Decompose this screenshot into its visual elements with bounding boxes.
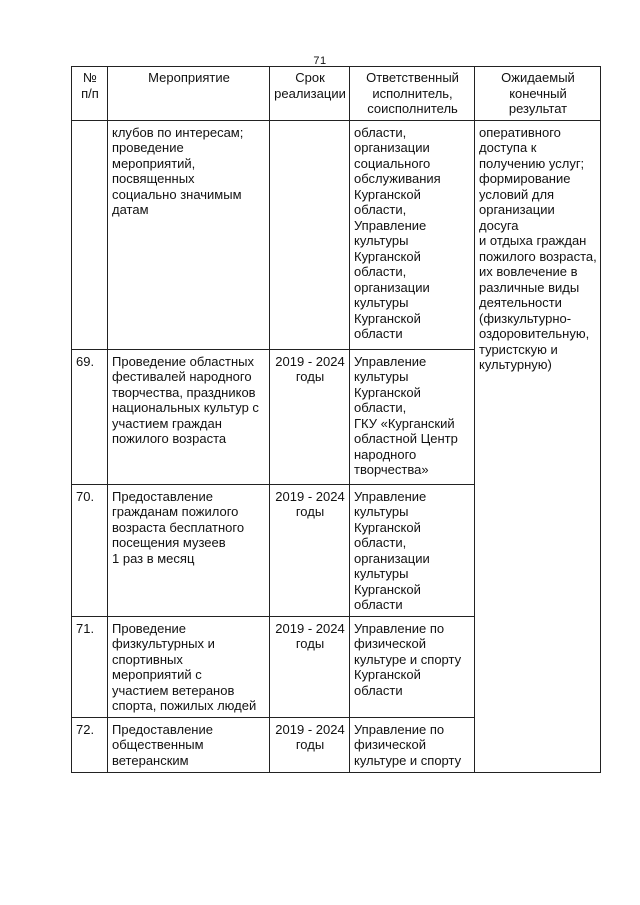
row-responsible: области, организации социального обслуживания Курганской области, Управление культуры Курганской области, организации культуры Курганской области <box>350 120 475 349</box>
row-event: Предоставление общественным ветеранским <box>108 717 270 772</box>
result-cell: оперативного доступа к получению услуг; формирование условий для организации досуга и отдыха граждан пожилого возраста, их вовлечение в различные виды деятельности (физкультурно- оздоровительную, туристскую и культурную) <box>475 120 601 772</box>
row-term: 2019 - 2024 годы <box>270 616 350 717</box>
row-term <box>270 120 350 349</box>
row-number: 71. <box>72 616 108 717</box>
header-result: Ожидаемый конечный результат <box>475 67 601 121</box>
row-number <box>72 120 108 349</box>
row-term: 2019 - 2024 годы <box>270 349 350 484</box>
page-number: 71 <box>313 55 327 67</box>
header-event: Мероприятие <box>108 67 270 121</box>
row-number: 70. <box>72 484 108 616</box>
row-event: Проведение физкультурных и спортивных мероприятий с участием ветеранов спорта, пожилых людей <box>108 616 270 717</box>
row-event: Проведение областных фестивалей народного творчества, праздников национальных культур с участием граждан пожилого возраста <box>108 349 270 484</box>
header-responsible: Ответственный исполнитель, соисполнитель <box>350 67 475 121</box>
row-responsible: Управление культуры Курганской области, ГКУ «Курганский областной Центр народного творчества» <box>350 349 475 484</box>
header-number: № п/п <box>72 67 108 121</box>
row-number: 72. <box>72 717 108 772</box>
row-responsible: Управление по физической культуре и спорту Курганской области <box>350 616 475 717</box>
row-event: клубов по интересам; проведение мероприятий, посвященных социально значимым датам <box>108 120 270 349</box>
row-term: 2019 - 2024 годы <box>270 717 350 772</box>
table-header-row <box>72 67 601 121</box>
header-term: Срок реализации <box>270 67 350 121</box>
row-responsible: Управление по физической культуре и спорту <box>350 717 475 772</box>
table-row <box>72 120 601 349</box>
row-event: Предоставление гражданам пожилого возраста бесплатного посещения музеев 1 раз в месяц <box>108 484 270 616</box>
row-responsible: Управление культуры Курганской области, организации культуры Курганской области <box>350 484 475 616</box>
row-term: 2019 - 2024 годы <box>270 484 350 616</box>
measures-table <box>71 66 601 773</box>
row-number: 69. <box>72 349 108 484</box>
